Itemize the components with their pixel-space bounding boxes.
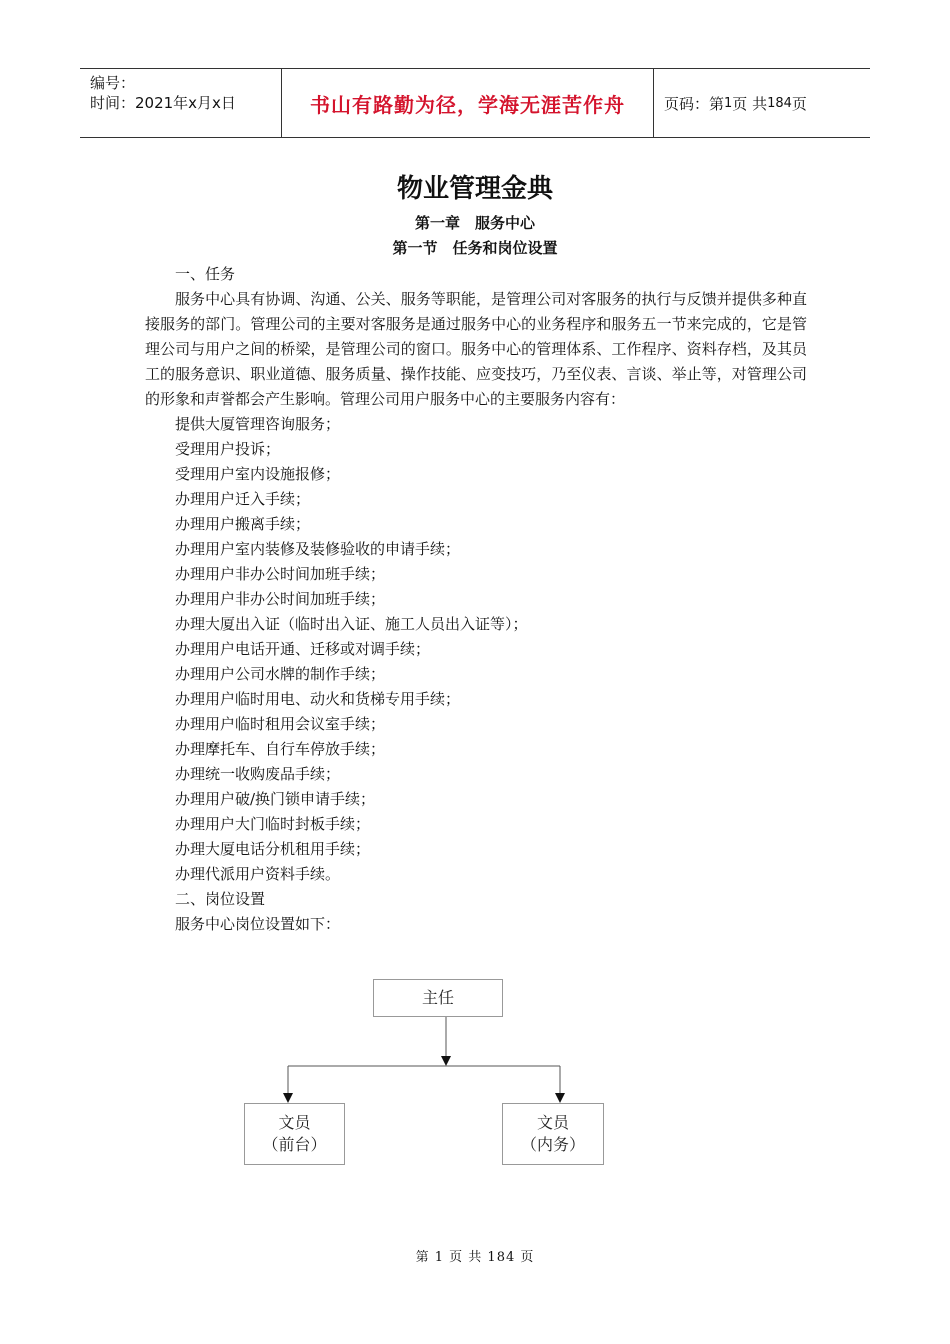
service-item: 办理代派用户资料手续。 xyxy=(175,865,341,883)
service-item: 办理用户非办公时间加班手续； xyxy=(175,565,386,583)
service-item: 提供大厦管理咨询服务； xyxy=(175,415,341,433)
heading-tasks: 一、任务 xyxy=(175,265,236,283)
service-item: 办理用户公司水牌的制作手续； xyxy=(175,665,386,683)
chapter-heading: 第一章 服务中心 xyxy=(414,214,535,232)
org-intro: 服务中心岗位设置如下： xyxy=(175,915,341,933)
service-item: 办理用户破/换门锁申请手续； xyxy=(175,790,376,808)
service-list xyxy=(145,412,807,887)
org-node-director-label: 主任 xyxy=(421,988,454,1007)
service-item: 办理用户电话开通、迁移或对调手续； xyxy=(175,640,431,658)
document-header xyxy=(80,68,870,138)
section-heading: 第一节 任务和岗位设置 xyxy=(392,239,558,257)
header-page-info xyxy=(654,69,870,137)
page-footer: 第 1 页 共 184 页 xyxy=(415,1250,535,1265)
service-item: 办理用户迁入手续； xyxy=(175,490,311,508)
arrow-down-icon xyxy=(441,1056,451,1066)
service-item: 办理摩托车、自行车停放手续； xyxy=(175,740,386,758)
org-node-director xyxy=(373,979,503,1017)
org-node-clerk-internal xyxy=(502,1103,604,1165)
page-total: 184 xyxy=(767,95,792,111)
service-item: 办理用户临时用电、动火和货梯专用手续； xyxy=(175,690,461,708)
service-item: 办理大厦电话分机租用手续； xyxy=(175,840,371,858)
arrow-down-left-icon xyxy=(283,1093,293,1103)
org-node-clerk-front-sub: （前台） xyxy=(262,1135,327,1154)
heading-positions: 二、岗位设置 xyxy=(175,890,266,908)
org-node-clerk-front-title: 文员 xyxy=(278,1113,311,1132)
time-label: 时间：2021年x月x日 xyxy=(90,94,236,112)
service-item: 办理用户大门临时封板手续； xyxy=(175,815,371,833)
page-mid: 页 共 xyxy=(732,94,768,113)
page-number: 1 xyxy=(724,95,733,111)
arrow-down-right-icon xyxy=(555,1093,565,1103)
org-node-clerk-front xyxy=(244,1103,345,1165)
document-title: 物业管理金典 xyxy=(396,174,553,204)
service-item: 办理用户室内装修及装修验收的申请手续； xyxy=(175,540,461,558)
intro-paragraph: 服务中心具有协调、沟通、公关、服务等职能，是管理公司对客服务的执行与反馈并提供多种直接服务的部门。管理公司的主要对客服务是通过服务中心的业务程序和服务五一节来完成的，它是管理公司与用户之间的桥梁，是管理公司的窗口。服务中心的管理体系、工作程序、资料存档，及其员工的服务意识、职业道德、服务质量、操作技能、应变技巧，乃至仪表、言谈、举止等，对管理公司的形象和声誉都会产生影响。管理公司用户服务中心的主要服务内容有： xyxy=(145,290,807,408)
service-item: 办理统一收购废品手续； xyxy=(175,765,341,783)
service-item: 办理用户搬离手续； xyxy=(175,515,311,533)
org-node-clerk-internal-title: 文员 xyxy=(536,1113,569,1132)
document-body xyxy=(145,262,807,937)
header-motto: 书山有路勤为径，学海无涯苦作舟 xyxy=(282,69,654,137)
header-meta xyxy=(80,69,282,137)
service-item: 受理用户投诉； xyxy=(175,440,281,458)
page-suffix: 页 xyxy=(791,94,807,113)
service-item: 受理用户室内设施报修； xyxy=(175,465,341,483)
page-prefix: 页码：第 xyxy=(664,94,725,113)
service-item: 办理大厦出入证（临时出入证、施工人员出入证等）； xyxy=(175,615,528,633)
number-label: 编号： xyxy=(90,74,136,92)
service-item: 办理用户临时租用会议室手续； xyxy=(175,715,386,733)
service-item: 办理用户非办公时间加班手续； xyxy=(175,590,386,608)
org-node-clerk-internal-sub: （内务） xyxy=(520,1135,585,1154)
